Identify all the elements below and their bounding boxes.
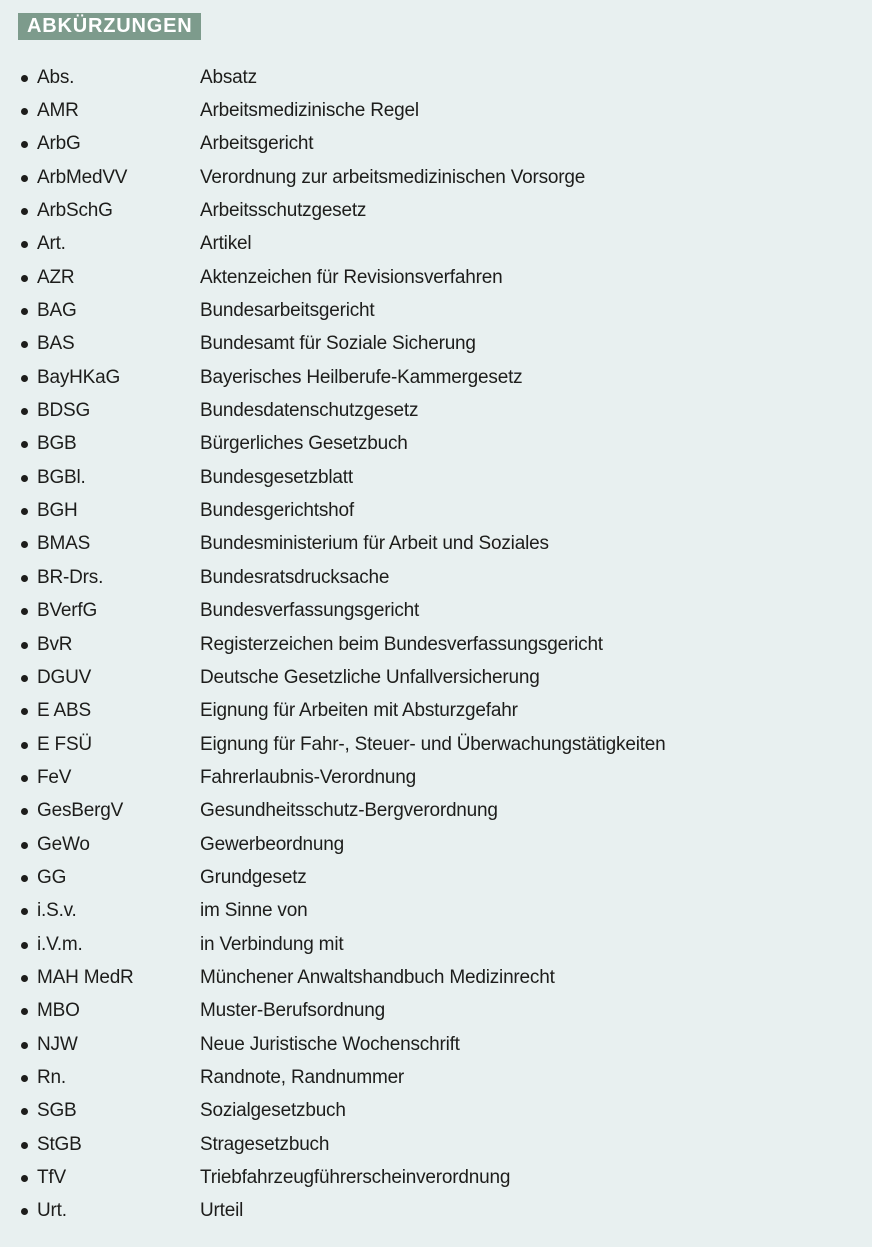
list-item [0, 561, 872, 594]
definition: Grundgesetz [200, 866, 307, 888]
bullet-icon [21, 608, 28, 615]
abbreviation: FeV [37, 766, 72, 788]
list-item [0, 995, 872, 1028]
list-item [0, 494, 872, 527]
abbreviation: SGB [37, 1100, 77, 1122]
list-item [0, 1028, 872, 1061]
list-item [0, 394, 872, 427]
definition: Artikel [200, 233, 252, 255]
abbreviation: MBO [37, 1000, 80, 1022]
list-item [0, 161, 872, 194]
list-item [0, 761, 872, 794]
abbreviation: DGUV [37, 666, 92, 688]
abbreviation-list [0, 61, 872, 1228]
bullet-icon [21, 1008, 28, 1015]
definition: Fahrerlaubnis-Verordnung [200, 766, 416, 788]
abbreviation: BAS [37, 333, 75, 355]
abbreviation: BR-Drs. [37, 566, 104, 588]
abbreviation: ArbMedVV [37, 166, 128, 188]
list-item [0, 961, 872, 994]
definition: Randnote, Randnummer [200, 1066, 405, 1088]
abbreviation: GG [37, 866, 67, 888]
abbreviation: GesBergV [37, 800, 124, 822]
bullet-icon [21, 1108, 28, 1115]
bullet-icon [21, 275, 28, 282]
bullet-icon [21, 775, 28, 782]
bullet-icon [21, 208, 28, 215]
abbreviation: StGB [37, 1133, 82, 1155]
bullet-icon [21, 441, 28, 448]
definition: Bundesministerium für Arbeit und Soziales [200, 533, 549, 555]
list-item [0, 261, 872, 294]
abbreviation: BGB [37, 433, 77, 455]
list-item [0, 795, 872, 828]
definition: Bundesgerichtshof [200, 500, 354, 522]
bullet-icon [21, 1075, 28, 1082]
bullet-icon [21, 1208, 28, 1215]
definition: Münchener Anwaltshandbuch Medizinrecht [200, 966, 555, 988]
list-item [0, 428, 872, 461]
definition: in Verbindung mit [200, 933, 344, 955]
list-item [0, 661, 872, 694]
definition: Bayerisches Heilberufe-Kammergesetz [200, 366, 523, 388]
bullet-icon [21, 975, 28, 982]
definition: Bürgerliches Gesetzbuch [200, 433, 408, 455]
definition: Bundesarbeitsgericht [200, 300, 375, 322]
definition: Urteil [200, 1200, 244, 1222]
abbreviation: AMR [37, 100, 79, 122]
definition: Bundesverfassungsgericht [200, 600, 420, 622]
list-item [0, 194, 872, 227]
abbreviation: GeWo [37, 833, 90, 855]
definition: Muster-Berufsordnung [200, 1000, 386, 1022]
abbreviation: TfV [37, 1167, 66, 1189]
bullet-icon [21, 541, 28, 548]
abbreviation: BDSG [37, 400, 91, 422]
section-header-badge [18, 13, 201, 40]
definition: Arbeitsschutzgesetz [200, 200, 367, 222]
bullet-icon [21, 508, 28, 515]
bullet-icon [21, 675, 28, 682]
definition: Deutsche Gesetzliche Unfallversicherung [200, 666, 540, 688]
bullet-icon [21, 175, 28, 182]
abbreviation: E ABS [37, 700, 91, 722]
definition: im Sinne von [200, 900, 308, 922]
abbreviation: E FSÜ [37, 733, 92, 755]
bullet-icon [21, 141, 28, 148]
bullet-icon [21, 942, 28, 949]
list-item [0, 1161, 872, 1194]
bullet-icon [21, 708, 28, 715]
bullet-icon [21, 742, 28, 749]
bullet-icon [21, 408, 28, 415]
list-item [0, 728, 872, 761]
definition: Bundesgesetzblatt [200, 466, 353, 488]
list-item [0, 228, 872, 261]
bullet-icon [21, 241, 28, 248]
list-item [0, 895, 872, 928]
bullet-icon [21, 375, 28, 382]
definition: Neue Juristische Wochenschrift [200, 1033, 460, 1055]
definition: Arbeitsmedizinische Regel [200, 100, 419, 122]
section-title: ABKÜRZUNGEN [27, 15, 193, 37]
abbreviation: i.S.v. [37, 900, 77, 922]
list-item [0, 1128, 872, 1161]
definition: Arbeitsgericht [200, 133, 314, 155]
abbreviation: Abs. [37, 66, 75, 88]
bullet-icon [21, 575, 28, 582]
definition: Stragesetzbuch [200, 1133, 330, 1155]
list-item [0, 328, 872, 361]
bullet-icon [21, 75, 28, 82]
definition: Eignung für Fahr-, Steuer- und Überwachungstätigkeiten [200, 733, 666, 755]
list-item [0, 628, 872, 661]
bullet-icon [21, 308, 28, 315]
abbreviation: BGH [37, 500, 78, 522]
list-item [0, 61, 872, 94]
definition: Eignung für Arbeiten mit Absturzgefahr [200, 700, 518, 722]
abbreviation: MAH MedR [37, 966, 134, 988]
abbreviation: Urt. [37, 1200, 67, 1222]
abbreviation: Art. [37, 233, 66, 255]
list-item [0, 361, 872, 394]
definition: Registerzeichen beim Bundesverfassungsgericht [200, 633, 603, 655]
list-item [0, 294, 872, 327]
list-item [0, 1095, 872, 1128]
bullet-icon [21, 808, 28, 815]
abbreviation: ArbSchG [37, 200, 113, 222]
definition: Bundesamt für Soziale Sicherung [200, 333, 476, 355]
bullet-icon [21, 875, 28, 882]
bullet-icon [21, 1142, 28, 1149]
abbreviation: BvR [37, 633, 73, 655]
list-item [0, 528, 872, 561]
list-item [0, 928, 872, 961]
list-item [0, 94, 872, 127]
list-item [0, 128, 872, 161]
bullet-icon [21, 642, 28, 649]
definition: Gesundheitsschutz-Bergverordnung [200, 800, 498, 822]
abbreviation: i.V.m. [37, 933, 83, 955]
list-item [0, 695, 872, 728]
bullet-icon [21, 842, 28, 849]
abbreviation: ArbG [37, 133, 81, 155]
definition: Absatz [200, 66, 257, 88]
abbreviation: NJW [37, 1033, 78, 1055]
bullet-icon [21, 908, 28, 915]
abbreviation: BGBl. [37, 466, 86, 488]
bullet-icon [21, 1175, 28, 1182]
abbreviation: AZR [37, 266, 75, 288]
abbreviation: BAG [37, 300, 77, 322]
abbreviation: BayHKaG [37, 366, 121, 388]
list-item [0, 828, 872, 861]
definition: Verordnung zur arbeitsmedizinischen Vorsorge [200, 166, 586, 188]
definition: Gewerbeordnung [200, 833, 345, 855]
abbreviation: BVerfG [37, 600, 98, 622]
bullet-icon [21, 1042, 28, 1049]
definition: Bundesratsdrucksache [200, 566, 390, 588]
list-item [0, 1061, 872, 1094]
list-item [0, 461, 872, 494]
abbreviation: Rn. [37, 1066, 66, 1088]
list-item [0, 595, 872, 628]
abbreviation: BMAS [37, 533, 91, 555]
definition: Bundesdatenschutzgesetz [200, 400, 419, 422]
definition: Sozialgesetzbuch [200, 1100, 346, 1122]
definition: Triebfahrzeugführerscheinverordnung [200, 1167, 511, 1189]
bullet-icon [21, 475, 28, 482]
bullet-icon [21, 341, 28, 348]
list-item [0, 861, 872, 894]
bullet-icon [21, 108, 28, 115]
list-item [0, 1195, 872, 1228]
definition: Aktenzeichen für Revisionsverfahren [200, 266, 503, 288]
